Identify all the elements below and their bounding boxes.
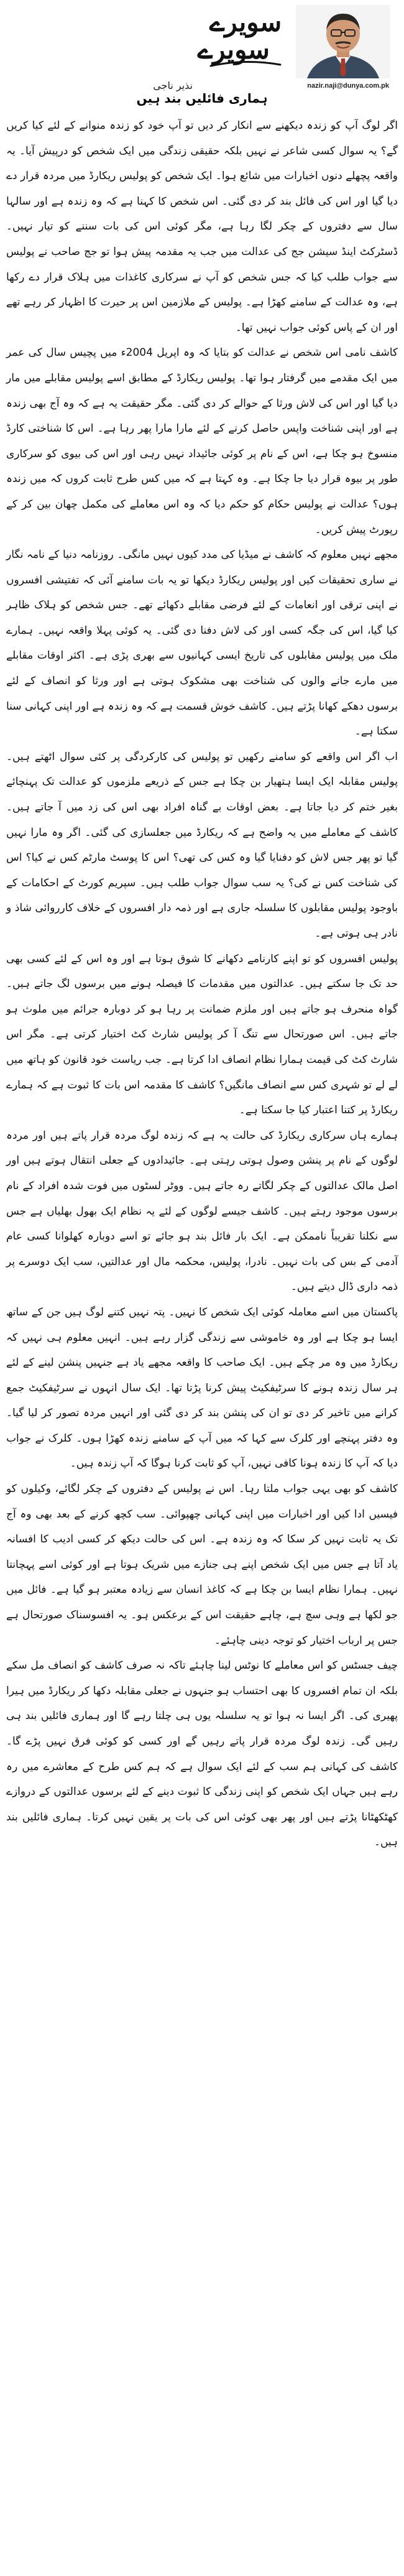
author-portrait-icon [296,5,390,78]
author-portrait [296,5,390,78]
paragraph: پاکستان میں اسے معاملہ کوئی ایک شخص کا نہیں۔ پتہ نہیں کتنے لوگ ہیں جن کے ساتھ ایسا ہو چکا ہے اور وہ خاموشی سے زندگی گزار رہے ہیں۔ انہیں معلوم ہی نہیں کہ ریکارڈ میں وہ مر چکے ہیں۔ ایک صاحب کا واقعہ مجھے یاد ہے جنہیں پنشن لینے کے لئے ہر سال زندہ ہونے کا سرٹیفکیٹ پیش کرنا پڑتا تھا۔ ایک سال انہوں نے سرٹیفکیٹ جمع کرانے میں تاخیر کر دی تو ان کی پنشن بند کر دی گئی اور انہیں مردہ تصور کر لیا گیا۔ وہ دفتر پہنچے اور کلرک سے کہا کہ میں آپ کے سامنے زندہ کھڑا ہوں۔ کلرک نے جواب دیا کہ آپ کا زندہ ہونا کافی نہیں، آپ کو ثابت کرنا ہوگا کہ آپ زندہ ہیں۔ [6,1305,398,1470]
author-email: nazir.naji@dunya.com.pk [307,82,389,90]
paragraph: کاشف کو بھی یہی جواب ملتا رہا۔ اس نے پولیس کے دفتروں کے چکر لگائے، وکیلوں کو فیسیں ادا کیں اور اخبارات میں اپنی کہانی چھپوائی۔ سب کچھ کرنے کے بعد بھی وہ آج تک یہ ثابت نہیں کر سکا کہ وہ زندہ ہے۔ اس کی حالت دیکھ کر کسی ادیب کا افسانہ یاد آتا ہے جس میں ایک شخص اپنے ہی جنازے میں شریک ہوتا ہے اور کوئی اسے پہچانتا نہیں۔ ہمارا نظام ایسا بن چکا ہے کہ کاغذ انسان سے زیادہ معتبر ہو گیا ہے۔ فائل میں جو لکھا ہے وہی سچ ہے، چاہے حقیقت اس کے برعکس ہو۔ یہ افسوسناک صورتحال ہے جس پر ارباب اختیار کو توجہ دینی چاہئے۔ [6,1483,398,1647]
author-name: نذیر ناجی [153,80,193,91]
paragraph: مجھے نہیں معلوم کہ کاشف نے میڈیا کی مدد کیوں نہیں مانگی۔ روزنامہ دنیا کے نامہ نگار نے ساری تحقیقات کیں اور پولیس ریکارڈ دیکھا تو یہ بات سامنے آئی کہ تفتیشی افسروں نے اپنی ترقی اور انعامات کے لئے فرضی مقابلے دکھائے تھے۔ جس شخص کو ہلاک ظاہر کیا گیا، اس کی جگہ کسی اور کی لاش دفنا دی گئی۔ یہ کوئی پہلا واقعہ نہیں۔ ہمارے ملک میں پولیس مقابلوں کی تاریخ ایسی کہانیوں سے بھری پڑی ہے۔ اکثر اوقات مقابلے میں مارے جانے والوں کی شناخت بھی مشکوک ہوتی ہے اور ورثا کو انصاف کے لئے برسوں دھکے کھانا پڑتے ہیں۔ کاشف خوش قسمت ہے کہ وہ زندہ ہے اور اپنی کہانی سنا سکتا ہے۔ [6,549,398,738]
paragraph: پولیس افسروں کو تو اپنے کارنامے دکھانے کا شوق ہوتا ہے اور وہ اس کے لئے کسی بھی حد تک جا سکتے ہیں۔ عدالتوں میں مقدمات کا فیصلہ ہونے میں برسوں لگ جاتے ہیں۔ گواہ منحرف ہو جاتے ہیں اور ملزم ضمانت پر رہا ہو کر دوبارہ جرائم میں ملوث ہو جاتے ہیں۔ اس صورتحال سے تنگ آ کر پولیس شارٹ کٹ اختیار کرتی ہے۔ مگر اس شارٹ کٹ کی قیمت ہمارا نظام انصاف ادا کرتا ہے۔ جب ریاست خود قانون کو ہاتھ میں لے لے تو شہری کس سے انصاف مانگیں؟ کاشف کا مقدمہ اس بات کا ثبوت ہے کہ ہمارے ریکارڈ پر کتنا اعتبار کیا جا سکتا ہے۔ [6,952,398,1117]
column-title: ہماری فائلیں بند ہیں [136,91,268,106]
paragraph: اگر لوگ آپ کو زندہ دیکھنے سے انکار کر دیں تو آپ خود کو زندہ منوانے کے لئے کیا کریں گے؟ یہ سوال کسی شاعر نے نہیں بلکہ حقیقی زندگی میں ایک شخص کو درپیش آیا۔ یہ واقعہ پچھلے دنوں اخبارات میں شائع ہوا۔ ایک شخص کو پولیس ریکارڈ میں مردہ قرار دے دیا گیا اور اس کی فائل بند کر دی گئی۔ اس شخص کا کہنا ہے کہ وہ زندہ ہے اور سالہا سال سے دفتروں کے چکر لگا رہا ہے، مگر کوئی اس کی بات سننے کو تیار نہیں۔ ڈسٹرکٹ اینڈ سیشن جج کی عدالت میں جب یہ مقدمہ پیش ہوا تو جج صاحب نے پولیس سے جواب طلب کیا کہ جس شخص کو آپ نے سرکاری کاغذات میں ہلاک قرار دے رکھا ہے، وہ عدالت کے سامنے کھڑا ہے۔ پولیس کے ملازمین اس پر حیرت کا اظہار کر رہے تھے اور ان کے پاس کوئی جواب نہیں تھا۔ [6,119,398,334]
paragraph: اب اگر اس واقعے کو سامنے رکھیں تو پولیس کی کارکردگی پر کئی سوال اٹھتے ہیں۔ پولیس مقابلہ ایک ایسا ہتھیار بن چکا ہے جس کے ذریعے ملزموں کو عدالت تک پہنچائے بغیر ختم کر دیا جاتا ہے۔ بعض اوقات بے گناہ افراد بھی اس کی زد میں آ جاتے ہیں۔ کاشف کے معاملے میں یہ واضح ہے کہ ریکارڈ میں جعلسازی کی گئی۔ اگر وہ مارا نہیں گیا تو پھر جس لاش کو دفنایا گیا وہ کس کی تھی؟ اس کا پوسٹ مارٹم کس نے کیا؟ اس کی شناخت کس نے کی؟ یہ سب سوال جواب طلب ہیں۔ سپریم کورٹ کے احکامات کے باوجود پولیس مقابلوں کا سلسلہ جاری ہے اور ذمہ دار افسروں کے خلاف کارروائی شاذ و نادر ہی ہوتی ہے۔ [6,750,398,940]
column-logo [199,9,292,70]
logo-line-1: سویرے [209,7,282,37]
column-header [6,0,398,104]
column-body [6,113,398,1855]
logo-line-2: سویرے [197,34,270,65]
paragraph: ہمارے ہاں سرکاری ریکارڈ کی حالت یہ ہے کہ زندہ لوگ مردہ قرار پاتے ہیں اور مردہ لوگوں کے نام پر پنشن وصول ہوتی رہتی ہے۔ جائیدادوں کے جعلی انتقال ہوتے ہیں اور اصل مالک عدالتوں کے چکر لگاتے رہ جاتے ہیں۔ ووٹر لسٹوں میں فوت شدہ افراد کے نام برسوں موجود رہتے ہیں۔ کاشف جیسے لوگوں کے لئے یہ نظام ایک بھول بھلیاں ہے جس سے نکلنا تقریباً ناممکن ہے۔ ایک بار فائل بند ہو جائے تو اسے دوبارہ کھلوانا کسی عام آدمی کے بس کی بات نہیں۔ نادرا، پولیس، محکمہ مال اور عدالتیں، سب ایک دوسرے پر ذمہ داری ڈال دیتے ہیں۔ [6,1129,398,1294]
paragraph: چیف جسٹس کو اس معاملے کا نوٹس لینا چاہئے تاکہ نہ صرف کاشف کو انصاف مل سکے بلکہ ان تمام افسروں کا بھی احتساب ہو جنہوں نے جعلی مقابلہ دکھا کر ریکارڈ میں ہیرا پھیری کی۔ اگر ایسا نہ ہوا تو یہ سلسلہ یوں ہی چلتا رہے گا اور ہماری فائلیں بند ہی رہیں گی۔ زندہ لوگ مردہ قرار پاتے رہیں گے اور کسی کو کوئی فرق نہیں پڑے گا۔ کاشف کی کہانی ہم سب کے لئے ایک سوال ہے کہ ہم کس طرح کے معاشرے میں رہ رہے ہیں جہاں ایک شخص کو اپنی زندگی کا ثبوت دینے کے لئے برسوں عدالتوں کے دروازے کھٹکھٹانا پڑتے ہیں اور پھر بھی کوئی اس کی بات پر یقین نہیں کرتا۔ ہماری فائلیں بند ہیں۔ [6,1659,398,1849]
paragraph: کاشف نامی اس شخص نے عدالت کو بتایا کہ وہ اپریل 2004ء میں پچیس سال کی عمر میں ایک مقدمے میں گرفتار ہوا تھا۔ پولیس ریکارڈ کے مطابق اسے پولیس مقابلے میں مار دیا گیا اور اس کی لاش ورثا کے حوالے کر دی گئی۔ مگر حقیقت یہ ہے کہ وہ آج بھی زندہ ہے اور اپنی شناخت واپس حاصل کرنے کے لئے مارا مارا پھر رہا ہے۔ اس کا شناختی کارڈ منسوخ ہو چکا ہے، اس کے نام پر کوئی جائیداد نہیں رہی اور اس کی بیوی کو سرکاری طور پر بیوہ قرار دیا جا چکا ہے۔ وہ کہتا ہے کہ میں کس طرح ثابت کروں کہ میں زندہ ہوں؟ عدالت نے پولیس حکام کو حکم دیا کہ وہ اس معاملے کی مکمل چھان بین کر کے رپورٹ پیش کریں۔ [6,346,398,536]
